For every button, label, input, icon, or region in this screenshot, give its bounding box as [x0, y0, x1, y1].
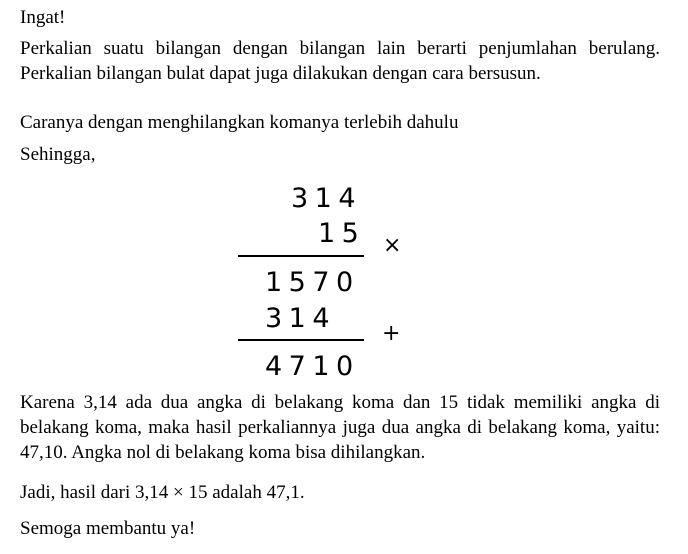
final-result: 4710	[265, 351, 360, 382]
conclusion: Jadi, hasil dari 3,14 × 15 adalah 47,1.	[20, 482, 305, 503]
paragraph-definition: Perkalian suatu bilangan dengan bilangan lain berarti penjumlahan berulang. Perkalian bilangan bulat dapat juga dilakukan dengan cara bersusun.	[20, 38, 660, 84]
multiply-sign: ×	[383, 233, 402, 258]
paragraph-method: Caranya dengan menghilangkan komanya terlebih dahulu	[20, 112, 459, 133]
intro-heading: Ingat!	[20, 7, 66, 28]
partial-product-2: 314	[265, 303, 337, 334]
partial-product-1: 1570	[265, 267, 360, 298]
multiply-rule	[238, 255, 364, 257]
closing: Semoga membantu ya!	[20, 518, 196, 539]
multiplier: 15	[318, 218, 366, 249]
sehingga-label: Sehingga,	[20, 144, 96, 165]
sum-rule	[238, 339, 364, 341]
paragraph-explanation: Karena 3,14 ada dua angka di belakang koma dan 15 tidak memiliki angka di belakang koma, maka hasil perkaliannya juga dua angka di belakang koma, yaitu: 47,10. Angka nol di belakang koma bisa dihilangkan.	[20, 392, 660, 463]
multiplicand: 314	[291, 183, 363, 214]
plus-sign: +	[382, 321, 401, 346]
